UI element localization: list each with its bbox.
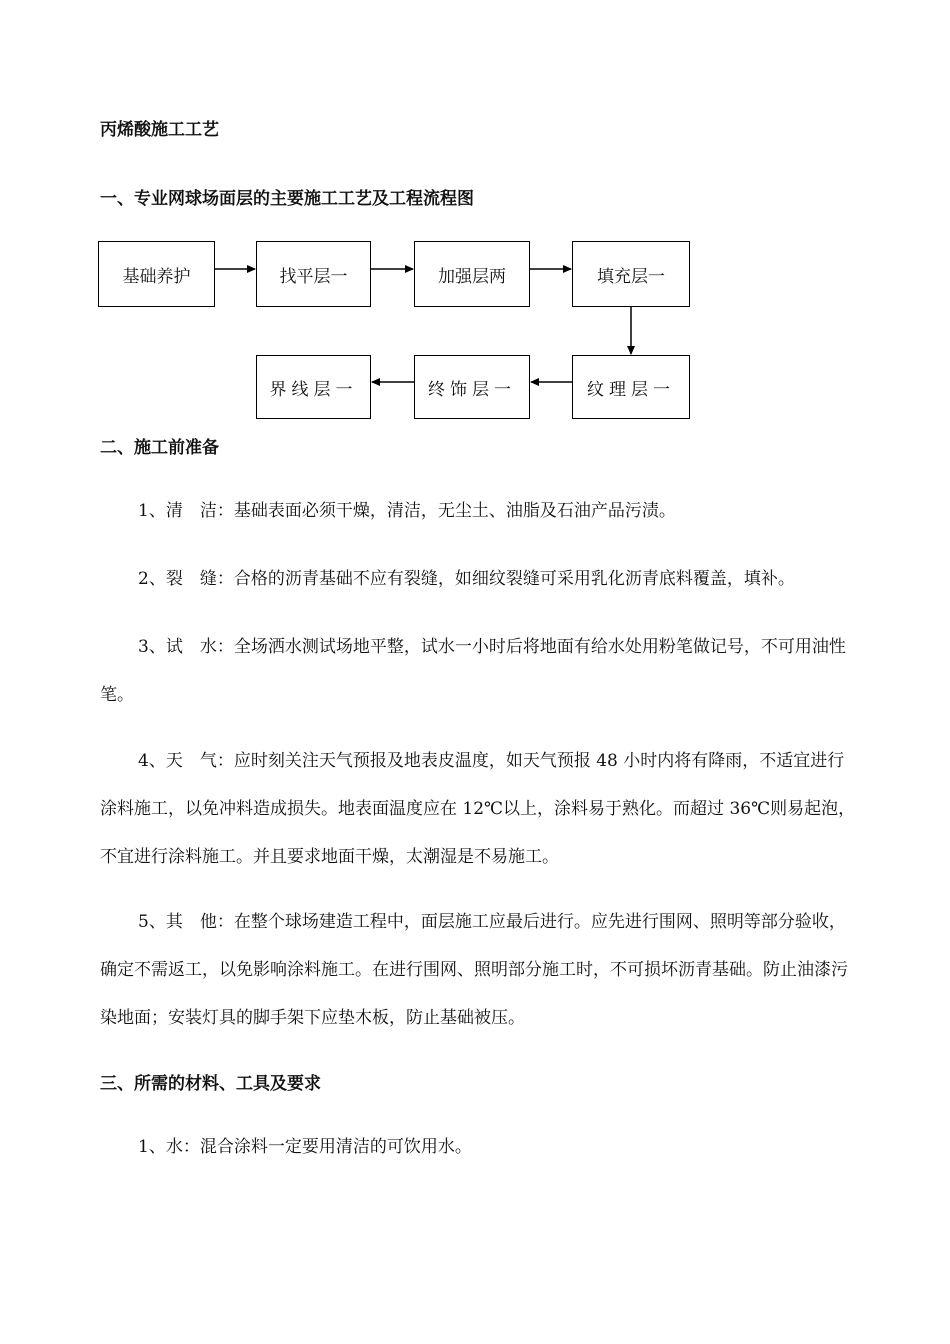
prep-item-other xyxy=(100,898,856,1042)
materials-item-water xyxy=(100,1123,856,1171)
prep-item-clean xyxy=(100,487,856,535)
flow-step-foundation-curing: 基础养护 xyxy=(98,241,215,307)
flow-step-reinforcement: 加强层两 xyxy=(414,241,530,307)
prep-item-cracks-text: 2、裂 缝：合格的沥青基础不应有裂缝，如细纹裂缝可采用乳化沥青底料覆盖，填补。 xyxy=(138,569,795,589)
flow-step-line-marking: 界线层一 xyxy=(256,355,371,419)
prep-item-weather xyxy=(100,737,856,881)
prep-item-clean-text: 1、清 洁：基础表面必须干燥，清洁，无尘土、油脂及石油产品污渍。 xyxy=(138,501,676,521)
flow-arrows xyxy=(0,0,950,450)
prep-item-weather-text: 4、天 气：应时刻关注天气预报及地表皮温度，如天气预报 48 小时内将有降雨，不适宜进行涂料施工，以免冲料造成损失。地表面温度应在 12℃以上，涂料易于熟化。而超过 36℃则易起泡，不宜进行涂料施工。并且要求地面干燥，太潮湿是不易施工。 xyxy=(100,751,856,867)
prep-item-water-test-text: 3、试 水：全场洒水测试场地平整，试水一小时后将地面有给水处用粉笔做记号，不可用油性笔。 xyxy=(100,637,846,705)
prep-item-other-text: 5、其 他：在整个球场建造工程中，面层施工应最后进行。应先进行围网、照明等部分验收，确定不需返工，以免影响涂料施工。在进行围网、照明部分施工时，不可损坏沥青基础。防止油漆污染地面；安装灯具的脚手架下应垫木板，防止基础被压。 xyxy=(100,912,848,1028)
flow-step-filler: 填充层一 xyxy=(572,241,690,307)
section-heading-3: 三、所需的材料、工具及要求 xyxy=(100,1074,321,1094)
flow-step-leveling: 找平层一 xyxy=(256,241,371,307)
materials-item-water-text: 1、水：混合涂料一定要用清洁的可饮用水。 xyxy=(138,1137,472,1157)
section-heading-2: 二、施工前准备 xyxy=(100,438,219,458)
document-title: 丙烯酸施工工艺 xyxy=(100,120,219,140)
flow-step-texture: 纹理层一 xyxy=(572,355,690,419)
prep-item-water-test xyxy=(100,623,856,719)
prep-item-cracks xyxy=(100,555,856,603)
flow-step-finish: 终饰层一 xyxy=(414,355,530,419)
section-heading-1: 一、专业网球场面层的主要施工工艺及工程流程图 xyxy=(100,189,474,209)
